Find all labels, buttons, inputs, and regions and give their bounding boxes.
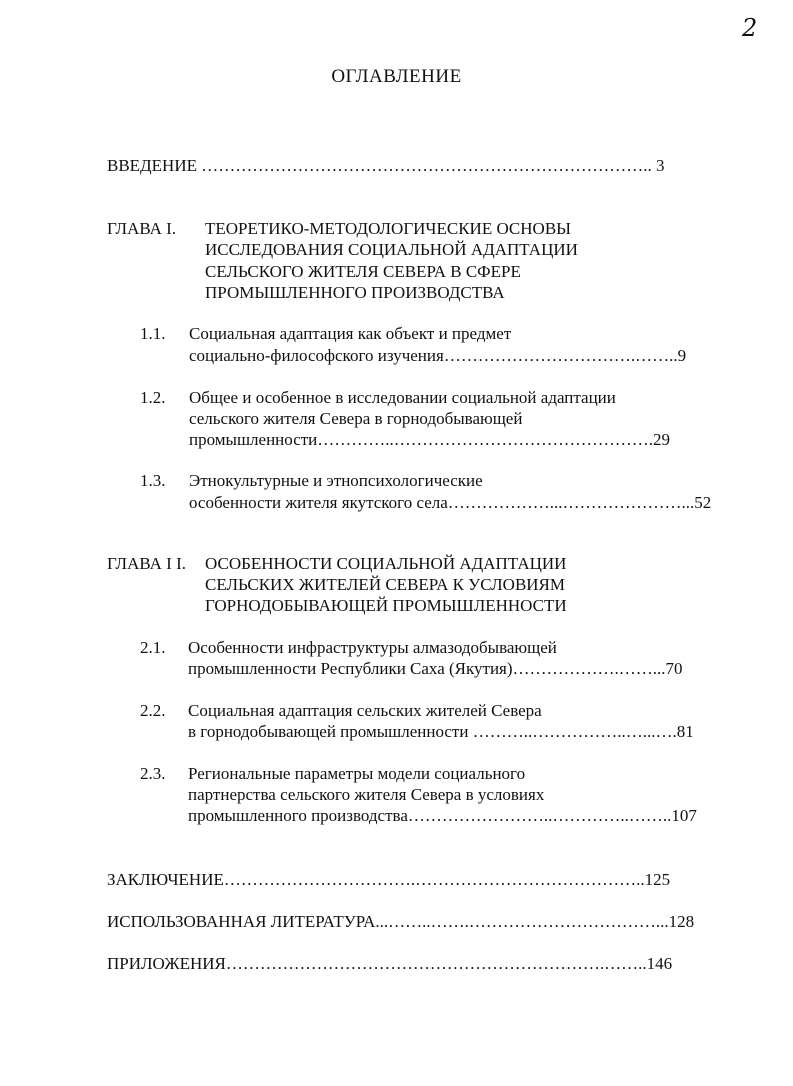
section-line: Региональные параметры модели социального	[188, 764, 526, 783]
chapter-2-number: ГЛАВА I I.	[107, 554, 186, 573]
section-line: промышленного производства……………………..…………..……..107	[188, 806, 697, 825]
chapter-1-title-line: ПРОМЫШЛЕННОГО ПРОИЗВОДСТВА	[205, 283, 505, 302]
toc-page: 146	[646, 954, 673, 973]
chapter-1-title-line: ТЕОРЕТИКО-МЕТОДОЛОГИЧЕСКИЕ ОСНОВЫ	[205, 219, 571, 238]
section-line: особенности жителя якутского села………………...…………………...52	[189, 493, 712, 512]
chapter-2-title-line: СЕЛЬСКИХ ЖИТЕЛЕЙ СЕВЕРА К УСЛОВИЯМ	[205, 575, 566, 594]
chapter-1-number: ГЛАВА I.	[107, 219, 177, 238]
section-line: в горнодобывающей промышленности ………..……………..…...….81	[188, 722, 694, 741]
section-number: 2.3.	[140, 764, 166, 783]
page-title: ОГЛАВЛЕНИЕ	[331, 66, 462, 87]
section-line: Общее и особенное в исследовании социальной адаптации	[189, 388, 616, 407]
section-line: социально-философского изучения…………………………….……..9	[189, 346, 687, 365]
toc-page: 128	[668, 912, 695, 931]
toc-dots: …………………………….…………………………………..	[223, 870, 645, 889]
section-line: промышленности…………..……………………………………….29	[189, 430, 671, 449]
section-number: 1.1.	[140, 324, 166, 343]
section-line: Особенности инфраструктуры алмазодобывающей	[188, 638, 557, 657]
chapter-1-title-line: ИССЛЕДОВАНИЯ СОЦИАЛЬНОЙ АДАПТАЦИИ	[205, 240, 578, 259]
section-line: сельского жителя Севера в горнодобывающей	[189, 409, 523, 428]
toc-dots: ………………………………………………………….……..	[225, 954, 647, 973]
toc-dots: ...……..…….……………………………...	[375, 912, 669, 931]
section-line: Социальная адаптация сельских жителей Севера	[188, 701, 542, 720]
toc-label: ЗАКЛЮЧЕНИЕ	[107, 870, 224, 889]
toc-page: 3	[655, 156, 665, 175]
chapter-1-title-line: СЕЛЬСКОГО ЖИТЕЛЯ СЕВЕРА В СФЕРЕ	[205, 262, 521, 281]
section-number: 1.3.	[140, 471, 166, 490]
section-number: 1.2.	[140, 388, 166, 407]
toc-page: 125	[644, 870, 671, 889]
section-line: Этнокультурные и этнопсихологические	[189, 471, 483, 490]
toc-entry-conclusion	[107, 869, 670, 890]
chapter-2-title-line: ОСОБЕННОСТИ СОЦИАЛЬНОЙ АДАПТАЦИИ	[205, 554, 567, 573]
section-number: 2.1.	[140, 638, 166, 657]
toc-dots: ……………………………………………………………………..	[201, 156, 656, 175]
toc-label: ВВЕДЕНИЕ	[107, 156, 202, 175]
section-line: промышленности Республики Саха (Якутия)……………….……...70	[188, 659, 683, 678]
toc-entry-literature	[107, 911, 694, 932]
section-number: 2.2.	[140, 701, 166, 720]
toc-label: ПРИЛОЖЕНИЯ	[107, 954, 226, 973]
section-line: партнерства сельского жителя Севера в условиях	[188, 785, 545, 804]
toc-entry-intro	[107, 155, 664, 176]
chapter-2-title-line: ГОРНОДОБЫВАЮЩЕЙ ПРОМЫШЛЕННОСТИ	[205, 596, 567, 615]
toc-entry-appendices	[107, 953, 672, 974]
section-line: Социальная адаптация как объект и предмет	[189, 324, 512, 343]
toc-label: ИСПОЛЬЗОВАННАЯ ЛИТЕРАТУРА	[107, 912, 376, 931]
page-number: 2	[742, 14, 758, 42]
